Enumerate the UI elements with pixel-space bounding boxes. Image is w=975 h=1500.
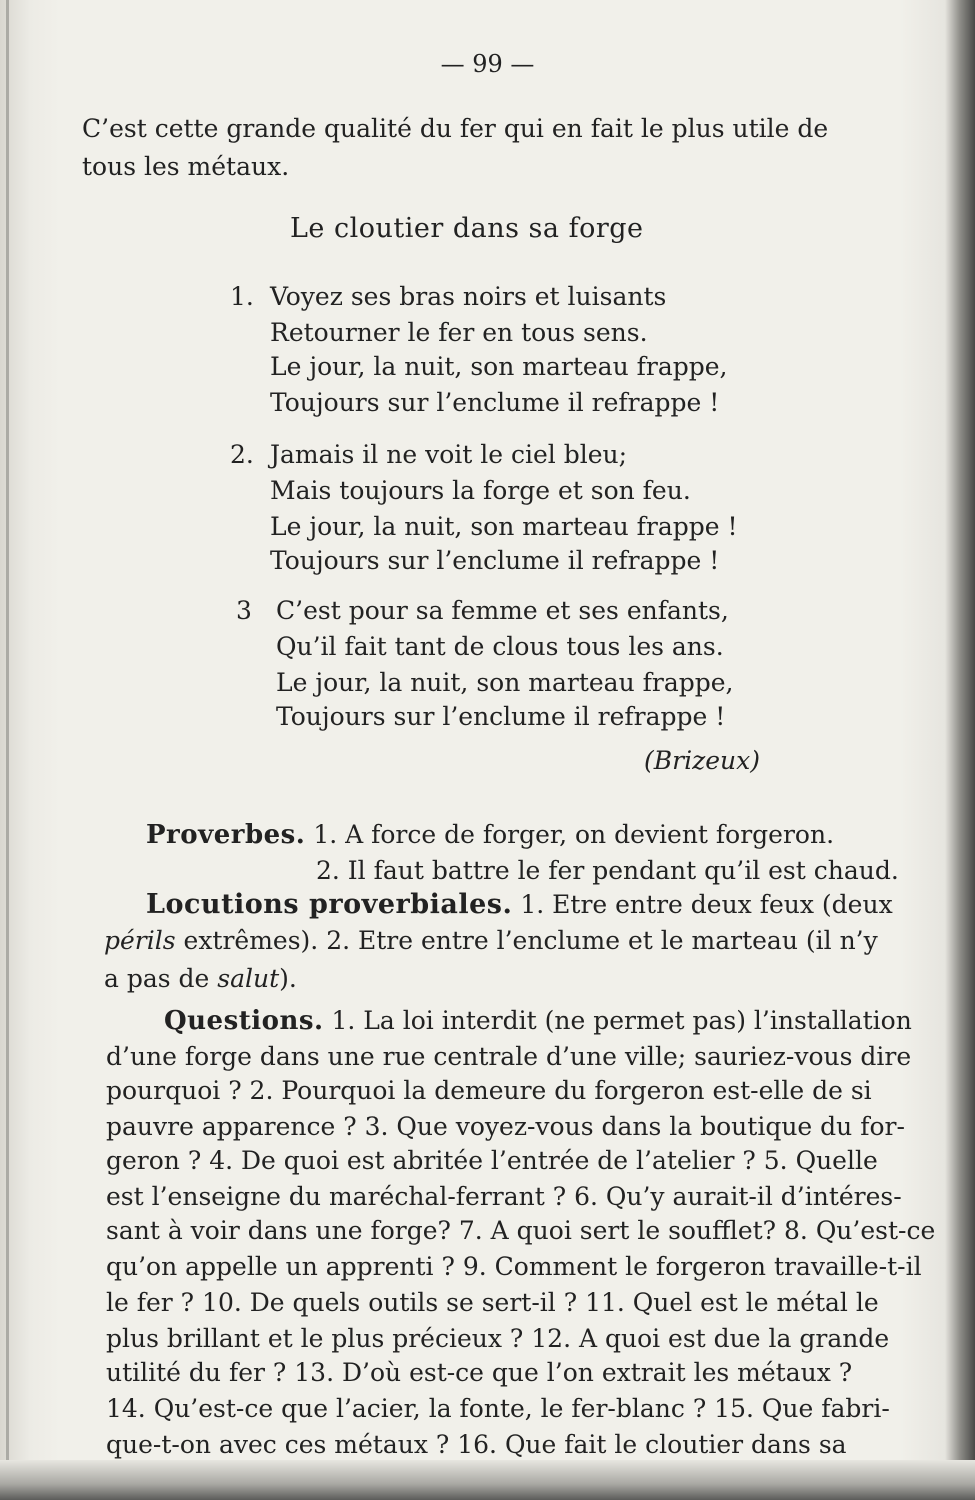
questions-line-6: est l’enseigne du maréchal-ferrant ? 6. Qu’y aurait-il d’intéres- bbox=[106, 1182, 902, 1211]
page-bottom-edge bbox=[0, 1460, 975, 1500]
stanza-number: 2. bbox=[230, 440, 254, 469]
poem-author: (Brizeux) bbox=[644, 746, 760, 775]
proverbes-line-2: 2. Il faut battre le fer pendant qu’il est chaud. bbox=[316, 856, 899, 885]
locutions-line-1: Locutions proverbiales. 1. Etre entre deux feux (deux bbox=[146, 889, 893, 920]
questions-line-8: qu’on appelle un apprenti ? 9. Comment le forgeron travaille-t-il bbox=[106, 1252, 922, 1281]
intro-line-1: C’est cette grande qualité du fer qui en fait le plus utile de bbox=[82, 114, 829, 143]
stanza-2-line-2: Mais toujours la forge et son feu. bbox=[270, 476, 691, 505]
locutions-label: Locutions proverbiales. bbox=[146, 889, 513, 920]
stanza-1-line-2: Retourner le fer en tous sens. bbox=[270, 318, 648, 347]
page-fold bbox=[6, 0, 9, 1500]
questions-label: Questions. bbox=[164, 1006, 324, 1036]
proverbes-line-1: Proverbes. 1. A force de forger, on devient forgeron. bbox=[146, 820, 835, 850]
locutions-line-3: a pas de salut). bbox=[104, 964, 297, 993]
locutions-line-2: périls extrêmes). 2. Etre entre l’enclume et le marteau (il n’y bbox=[104, 926, 878, 955]
questions-line-4: pauvre apparence ? 3. Que voyez-vous dans la boutique du for- bbox=[106, 1112, 905, 1141]
stanza-3-line-4: Toujours sur l’enclume il refrappe ! bbox=[276, 702, 726, 731]
poem-title: Le cloutier dans sa forge bbox=[290, 213, 644, 244]
questions-line-12: 14. Qu’est-ce que l’acier, la fonte, le fer-blanc ? 15. Que fabri- bbox=[106, 1394, 890, 1423]
stanza-2-line-3: Le jour, la nuit, son marteau frappe ! bbox=[270, 512, 738, 541]
stanza-3-line-1: 3 C’est pour sa femme et ses enfants, bbox=[236, 596, 729, 625]
questions-line-9: le fer ? 10. De quels outils se sert-il ? 11. Quel est le métal le bbox=[106, 1288, 879, 1317]
questions-line-3: pourquoi ? 2. Pourquoi la demeure du forgeron est-elle de si bbox=[106, 1076, 872, 1105]
page-number: — 99 — bbox=[440, 50, 535, 78]
intro-line-2: tous les métaux. bbox=[82, 152, 290, 181]
questions-line-1: Questions. 1. La loi interdit (ne permet pas) l’installation bbox=[164, 1006, 912, 1036]
stanza-2-line-1: 2. Jamais il ne voit le ciel bleu; bbox=[230, 440, 628, 469]
questions-line-11: utilité du fer ? 13. D’où est-ce que l’on extrait les métaux ? bbox=[106, 1358, 853, 1387]
stanza-1-line-4: Toujours sur l’enclume il refrappe ! bbox=[270, 388, 720, 417]
proverbes-label: Proverbes. bbox=[146, 820, 306, 850]
questions-line-2: d’une forge dans une rue centrale d’une ville; sauriez-vous dire bbox=[106, 1042, 912, 1071]
stanza-number: 3 bbox=[236, 596, 252, 625]
stanza-3-line-2: Qu’il fait tant de clous tous les ans. bbox=[276, 632, 724, 661]
questions-line-10: plus brillant et le plus précieux ? 12. A quoi est due la grande bbox=[106, 1324, 890, 1353]
stanza-1-line-3: Le jour, la nuit, son marteau frappe, bbox=[270, 352, 728, 381]
questions-line-5: geron ? 4. De quoi est abritée l’entrée de l’atelier ? 5. Quelle bbox=[106, 1146, 878, 1175]
questions-line-13: que-t-on avec ces métaux ? 16. Que fait le cloutier dans sa bbox=[106, 1430, 847, 1459]
stanza-2-line-4: Toujours sur l’enclume il refrappe ! bbox=[270, 546, 720, 575]
stanza-3-line-3: Le jour, la nuit, son marteau frappe, bbox=[276, 668, 734, 697]
stanza-1-line-1: 1. Voyez ses bras noirs et luisants bbox=[230, 282, 667, 311]
stanza-number: 1. bbox=[230, 282, 254, 311]
questions-line-7: sant à voir dans une forge? 7. A quoi sert le soufflet? 8. Qu’est-ce bbox=[106, 1216, 936, 1245]
